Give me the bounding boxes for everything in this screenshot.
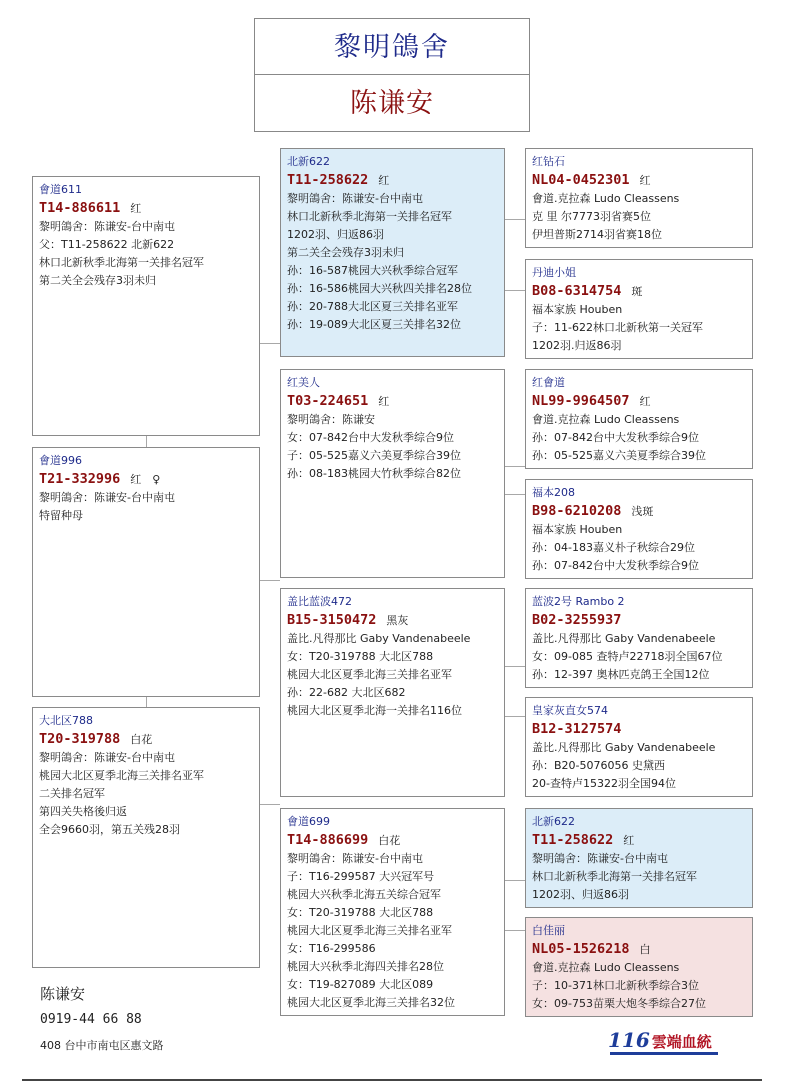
info-line: 福本家族 Houben [532,303,623,316]
ring-row [532,829,746,850]
connector-line [505,466,525,467]
info-line: 黎明鴿舍：陈谦安 [287,413,375,426]
ring-number: B98-6210208 [532,503,622,519]
pigeon-name: 丹迪小姐 [532,266,576,279]
ring-number: T11-258622 [532,832,614,848]
feather-color: 白 [639,943,651,956]
pedigree-card-sire-sire [280,148,505,357]
info-line: 桃园大北区夏季北海三关排名32位 [287,996,455,1009]
logo-underline [610,1052,718,1055]
pigeon-name: 北新622 [287,155,330,168]
ring-row [532,718,746,739]
pedigree-card-gp6 [525,697,753,797]
info-line: 子：05-525嘉义六美夏季综合39位 [287,449,461,462]
contact-name: 陈谦安 [40,985,86,1003]
pigeon-name: 北新622 [532,815,575,828]
ring-number: B08-6314754 [532,283,622,299]
pigeon-name: 皇家灰直女574 [532,704,608,717]
info-line: 福本家族 Houben [532,523,623,536]
logo-text: 雲端血統 [651,1033,712,1051]
pedigree-card-gp8 [525,917,753,1017]
loft-name-box [254,18,530,75]
connector-line [146,436,147,447]
info-line: 會道.克拉森 Ludo Cleassens [532,413,680,426]
info-line: 盖比.凡得那比 Gaby Vandenabeele [287,632,471,645]
info-line: 黎明鴿舍：陈谦安-台中南屯 [39,491,175,504]
connector-line [505,290,525,291]
pedigree-card-gp3 [525,369,753,469]
ring-number: NL05-1526218 [532,941,630,957]
ring-row [532,500,746,521]
connector-line [260,580,280,581]
pedigree-card-gp4 [525,479,753,579]
ring-number: B15-3150472 [287,612,377,628]
ring-row [532,280,746,301]
feather-color: 红 [378,395,390,408]
info-line: 孙：16-586桃园大兴秋四关排名28位 [287,282,472,295]
info-line: 第二关全会残存3羽未归 [39,274,156,287]
info-line: 1202羽.归返86羽 [532,339,622,352]
pedigree-card-subject [32,176,260,436]
ring-row [287,829,498,850]
feather-color: 白花 [378,834,401,847]
ring-number: NL99-9964507 [532,393,630,409]
ring-row [39,468,253,489]
pigeon-name: 大北区788 [39,714,93,727]
info-line: 黎明鴿舍：陈谦安-台中南屯 [532,852,668,865]
pedigree-card-dam-sire [280,588,505,797]
info-line: 孙：08-183桃园大竹秋季综合82位 [287,467,461,480]
contact-address: 408 台中市南屯区惠文路 [40,1039,164,1052]
ring-row [287,169,498,190]
pigeon-name: 红钻石 [532,155,565,168]
info-line: 孙：07-842台中大发秋季综合9位 [532,559,699,572]
pigeon-name: 盖比蓝波472 [287,595,352,608]
ring-row [39,728,253,749]
info-line: 孙：05-525嘉义六美夏季综合39位 [532,449,706,462]
pigeon-name: 红美人 [287,376,320,389]
info-line: 伊坦普斯2714羽省赛18位 [532,228,662,241]
brand-logo [608,1028,712,1058]
feather-color: 斑 [631,285,643,298]
info-line: 女：T16-299586 [287,942,376,955]
ring-number: T03-224651 [287,393,369,409]
info-line: 會道.克拉森 Ludo Cleassens [532,192,680,205]
feather-color: 红 [639,395,651,408]
contact-phone: 0919-44 66 88 [40,1012,142,1027]
info-line: 女：T20-319788 大北区788 [287,650,434,663]
ring-row [287,609,498,630]
info-line: 黎明鴿舍：陈谦安-台中南屯 [39,751,175,764]
pigeon-name: 白佳丽 [532,924,565,937]
connector-line [505,880,525,881]
info-line: 女：T19-827089 大北区089 [287,978,434,991]
ring-row [532,938,746,959]
connector-line [260,804,280,805]
pedigree-card-gp2 [525,259,753,359]
connector-line [146,697,147,707]
pigeon-name: 福本208 [532,486,575,499]
info-line: 全会9660羽，第五关残28羽 [39,823,180,836]
ring-number: T21-332996 [39,471,121,487]
owner-name: 陈谦安 [350,88,434,119]
ring-row [532,169,746,190]
info-line: 女：07-842台中大发秋季综合9位 [287,431,454,444]
feather-color: 黑灰 [386,614,409,627]
loft-name: 黎明鴿舍 [334,32,450,63]
ring-number: T14-886699 [287,832,369,848]
info-line: 孙：12-397 奥林匹克鸽王全国12位 [532,668,710,681]
pedigree-card-gp7 [525,808,753,908]
info-line: 子：10-371林口北新秋季综合3位 [532,979,699,992]
ring-number: B12-3127574 [532,721,622,737]
feather-color: 红 [378,174,390,187]
ring-number: T14-886611 [39,200,121,216]
info-line: 桃园大北区夏季北海三关排名亚军 [39,769,204,782]
info-line: 孙：07-842台中大发秋季综合9位 [532,431,699,444]
info-line: 會道.克拉森 Ludo Cleassens [532,961,680,974]
pigeon-name: 會道611 [39,183,82,196]
info-line: 特留种母 [39,509,83,522]
info-line: 桃园大北区夏季北海三关排名亚军 [287,668,452,681]
info-line: 黎明鴿舍：陈谦安-台中南屯 [287,192,423,205]
feather-color: 白花 [130,733,153,746]
logo-number: 116 [608,1028,650,1052]
connector-line [260,343,280,344]
connector-line [505,494,525,495]
info-line: 孙：04-183嘉义朴子秋综合29位 [532,541,695,554]
info-line: 桃园大北区夏季北海一关排名116位 [287,704,462,717]
info-line: 二关排名冠军 [39,787,105,800]
info-line: 20-查特卢15322羽全国94位 [532,777,676,790]
pedigree-card-sibling [32,707,260,968]
info-line: 黎明鴿舍：陈谦安-台中南屯 [39,220,175,233]
info-line: 孙：B20-5076056 史黛西 [532,759,665,772]
info-line: 桃园大兴秋季北海五关综合冠军 [287,888,441,901]
info-line: 林口北新秋季北海第一关排名冠军 [287,210,452,223]
pigeon-name: 會道996 [39,454,82,467]
pedigree-card-dam [32,447,260,697]
info-line: 女：09-753苗栗大炮冬季综合27位 [532,997,706,1010]
feather-color: 红 [130,202,142,215]
ring-row [532,390,746,411]
contact-footer [40,982,164,1054]
info-line: 女：T20-319788 大北区788 [287,906,434,919]
ring-number: T20-319788 [39,731,121,747]
info-line: 孙：16-587桃园大兴秋季综合冠军 [287,264,458,277]
info-line: 子：T16-299587 大兴冠军号 [287,870,435,883]
info-line: 孙：19-089大北区夏三关排名32位 [287,318,461,331]
ring-number: T11-258622 [287,172,369,188]
info-line: 父：T11-258622 北新622 [39,238,175,251]
pedigree-card-gp5 [525,588,753,688]
ring-number: NL04-0452301 [532,172,630,188]
info-line: 1202羽、归返86羽 [532,888,629,901]
pedigree-card-sire-dam [280,369,505,578]
pigeon-name: 會道699 [287,815,330,828]
feather-color: 红 [623,834,635,847]
info-line: 桃园大兴秋季北海四关排名28位 [287,960,444,973]
pedigree-card-dam-dam [280,808,505,1016]
info-line: 女：09-085 查特卢22718羽全国67位 [532,650,723,663]
ring-number: B02-3255937 [532,612,622,628]
ring-row [39,197,253,218]
connector-line [505,930,525,931]
info-line: 克 里 尔7773羽省赛5位 [532,210,651,223]
feather-color: 红 ♀ [130,473,161,486]
connector-line [505,219,525,220]
feather-color: 红 [639,174,651,187]
pigeon-name: 蓝波2号 Rambo 2 [532,595,625,608]
feather-color: 浅斑 [631,505,654,518]
info-line: 林口北新秋季北海第一关排名冠军 [532,870,697,883]
connector-line [505,666,525,667]
ring-row [287,390,498,411]
info-line: 黎明鴿舍：陈谦安-台中南屯 [287,852,423,865]
info-line: 盖比.凡得那比 Gaby Vandenabeele [532,632,716,645]
ring-row [532,609,746,630]
bottom-divider [22,1079,762,1081]
info-line: 孙：20-788大北区夏三关排名亚军 [287,300,458,313]
pigeon-name: 红會道 [532,376,565,389]
info-line: 1202羽、归返86羽 [287,228,384,241]
info-line: 林口北新秋季北海第一关排名冠军 [39,256,204,269]
owner-name-box [254,74,530,132]
info-line: 孙：22-682 大北区682 [287,686,406,699]
info-line: 第二关全会残存3羽未归 [287,246,404,259]
info-line: 子：11-622林口北新秋第一关冠军 [532,321,703,334]
info-line: 盖比.凡得那比 Gaby Vandenabeele [532,741,716,754]
pedigree-card-gp1 [525,148,753,248]
connector-line [505,716,525,717]
info-line: 第四关失格後归返 [39,805,127,818]
info-line: 桃园大北区夏季北海三关排名亚军 [287,924,452,937]
